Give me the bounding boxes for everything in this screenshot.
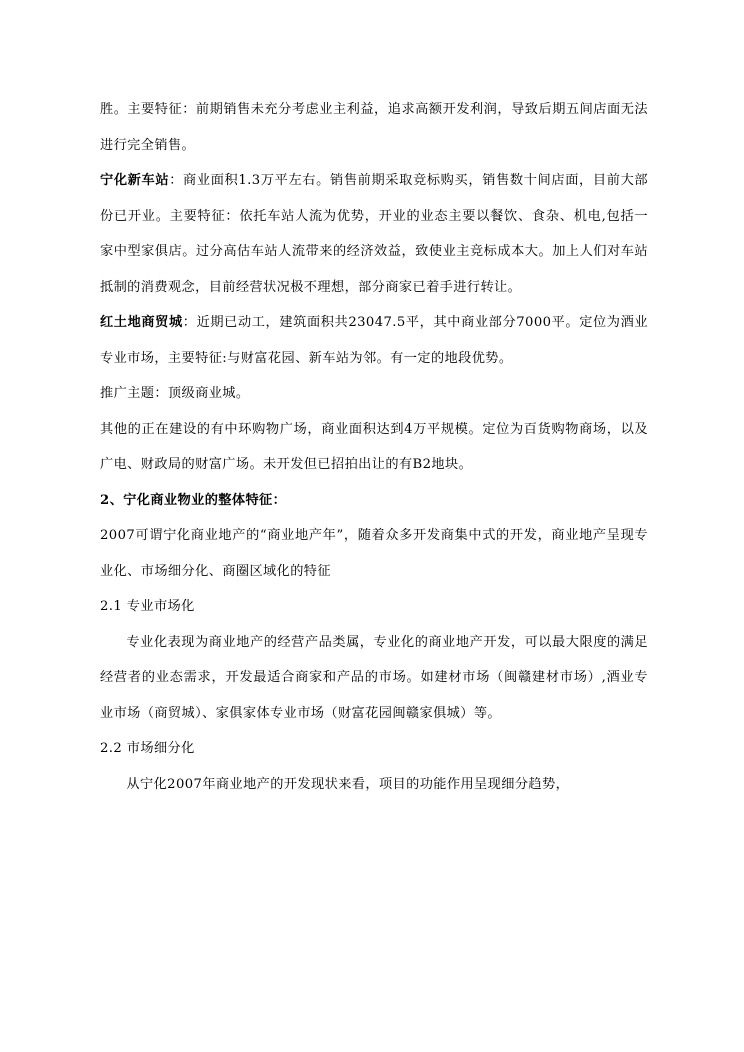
- text-run: 其他的正在建设的有中环购物广场，商业面积达到4万平规模。定位为百货购物商场，以及广电、财政局的财富广场。未开发但已招拍出让的有B2地块。: [100, 421, 648, 472]
- paragraph: [100, 305, 648, 376]
- section-heading: [100, 483, 648, 519]
- text-run: 从宁化2007年商业地产的开发现状来看，项目的功能作用呈现细分趋势，: [126, 776, 570, 792]
- text-run: 推广主题：顶级商业城。: [100, 386, 250, 401]
- document-body: [100, 92, 648, 802]
- text-run: 专业化表现为商业地产的经营产品类属，专业化的商业地产开发，可以最大限度的满足经营者的业态需求，开发最适合商家和产品的市场。如建材市场（闽赣建材市场）,酒业专业市场（商贸城）、家俱家体专业市场（财富花园闽赣家俱城）等。: [100, 634, 648, 721]
- paragraph: [100, 518, 648, 589]
- text-run: 2.1 专业市场化: [100, 599, 195, 614]
- subsection-heading: [100, 589, 648, 625]
- paragraph: [100, 163, 648, 305]
- paragraph: [100, 767, 648, 803]
- text-run: 2007可谓宁化商业地产的“商业地产年”，随着众多开发商集中式的开发，商业地产呈现专业化、市场细分化、商圈区域化的特征: [100, 528, 648, 579]
- paragraph: [100, 376, 648, 412]
- paragraph: [100, 625, 648, 732]
- text-run-bold: 2、宁化商业物业的整体特征：: [100, 492, 287, 508]
- text-run-bold: 宁化新车站: [100, 173, 170, 188]
- text-run: ：商业面积1.3万平左右。销售前期采取竞标购买，销售数十间店面，目前大部份已开业。主要特征：依托车站人流为优势，开业的业态主要以餐饮、食杂、机电,包括一家中型家俱店。过分高估车站人流带来的经济效益，致使业主竞标成本大。加上人们对车站抵制的消费观念，目前经营状况极不理想，部分商家已着手进行转让。: [100, 173, 648, 295]
- text-run: ：近期已动工，建筑面积共23047.5平，其中商业部分7000平。定位为酒业专业市场，主要特征:与财富花园、新车站为邻。有一定的地段优势。: [100, 315, 648, 366]
- subsection-heading: [100, 731, 648, 767]
- text-run-bold: 红土地商贸城: [100, 315, 183, 330]
- paragraph: [100, 92, 648, 163]
- text-run: 2.2 市场细分化: [100, 741, 195, 756]
- paragraph: [100, 412, 648, 483]
- text-run: 胜。主要特征：前期销售未充分考虑业主利益，追求高额开发利润，导致后期五间店面无法进行完全销售。: [100, 102, 648, 153]
